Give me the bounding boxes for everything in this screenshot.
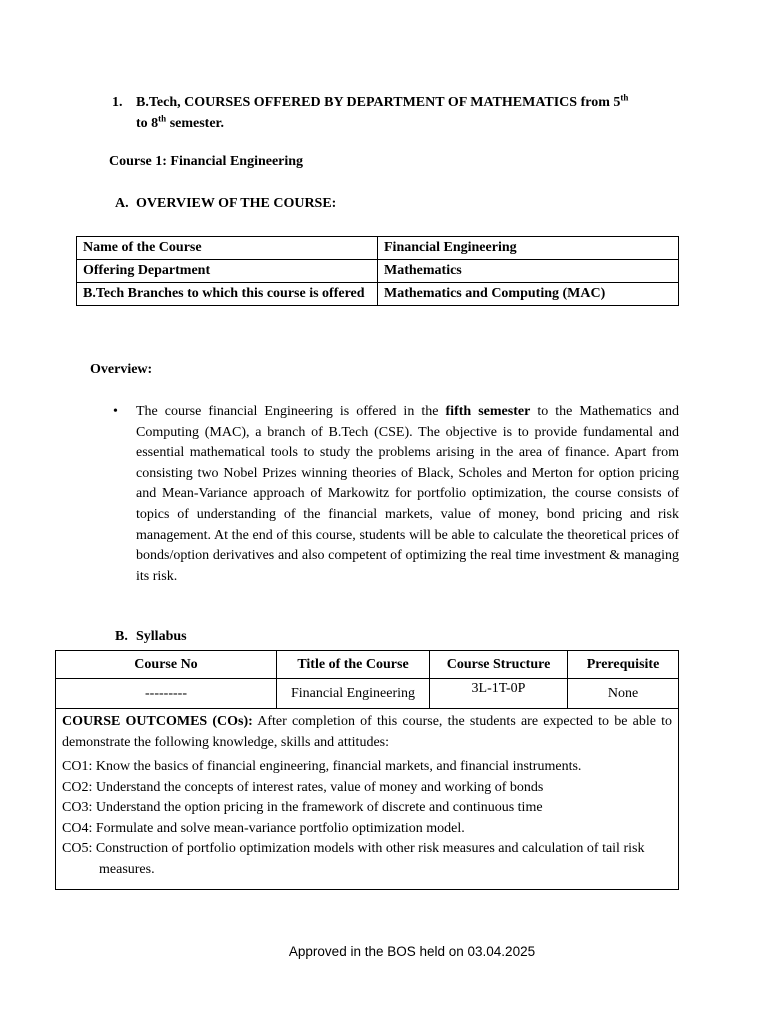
- heading-text: B.Tech, COURSES OFFERED BY DEPARTMENT OF MATHEMATICS from 5th to 8th semester.: [136, 92, 629, 131]
- outcomes-label: COURSE OUTCOMES (COs):: [62, 714, 253, 729]
- course-title: Course 1: Financial Engineering: [109, 154, 304, 169]
- table-row: [77, 237, 679, 260]
- table-cell-value: Financial Engineering: [378, 237, 679, 260]
- syllabus-table: [55, 650, 679, 890]
- section-a-label: A.: [115, 196, 129, 211]
- course-overview-table: [76, 236, 679, 306]
- table-cell-field: B.Tech Branches to which this course is offered: [77, 283, 378, 306]
- outcomes-intro: COURSE OUTCOMES (COs): After completion of this course, the students are expected to be able to demonstrate the following knowledge, skills and attitudes:: [62, 714, 672, 750]
- section-b-title: Syllabus: [136, 629, 187, 644]
- section-a-title: OVERVIEW OF THE COURSE:: [136, 196, 337, 211]
- course-outcomes-cell: [56, 709, 679, 890]
- table-row: [56, 679, 679, 709]
- overview-emphasis: fifth semester: [445, 404, 531, 419]
- section-b-label: B.: [115, 629, 128, 644]
- outcome-item: CO1: Know the basics of financial engineering, financial markets, and financial instruments.: [62, 759, 582, 774]
- outcome-item: CO5: Construction of portfolio optimization models with other risk measures and calculation of tail risk measures.: [62, 841, 645, 877]
- approval-footer: Approved in the BOS held on 03.04.2025: [288, 944, 536, 959]
- section-b-heading: [115, 629, 187, 645]
- table-cell: 3L-1T-0P: [430, 679, 568, 709]
- heading-number: 1.: [112, 95, 123, 110]
- table-cell: None: [568, 679, 679, 709]
- section-a-heading: [115, 196, 336, 212]
- column-header: Title of the Course: [277, 651, 430, 679]
- table-row: [77, 260, 679, 283]
- overview-label: Overview:: [90, 362, 153, 377]
- outcome-item: CO3: Understand the option pricing in the framework of discrete and continuous time: [62, 800, 543, 815]
- table-cell: Financial Engineering: [277, 679, 430, 709]
- table-cell-field: Name of the Course: [77, 237, 378, 260]
- outcome-item: CO2: Understand the concepts of interest rates, value of money and working of bonds: [62, 779, 544, 795]
- table-cell: ---------: [56, 679, 277, 709]
- table-row: [77, 283, 679, 306]
- table-cell-value: Mathematics and Computing (MAC): [378, 283, 679, 306]
- column-header: Prerequisite: [568, 651, 679, 679]
- column-header: Course No: [56, 651, 277, 679]
- overview-paragraph: The course financial Engineering is offered in the fifth semester to the Mathematics and Computing (MAC), a branch of B.Tech (CSE). The objective is to provide fundamental and essential mathematical tools to study the problems arising in the area of finance. Apart from consisting two Nobel Prizes winning theories of Black, Scholes and Merton for option pricing and Mean-Variance approach of Markowitz for portfolio optimization, the course consists of topics of understanding of the financial markets, value of money, bond pricing and risk management. At the end of this course, students will be able to calculate the theoretical prices of bonds/option derivatives and also competent of optimizing the real time investment & managing its risk.: [136, 404, 679, 584]
- table-header-row: [56, 651, 679, 679]
- table-row: [56, 709, 679, 890]
- table-cell-value: Mathematics: [378, 260, 679, 283]
- outcome-item: CO4: Formulate and solve mean-variance portfolio optimization model.: [62, 820, 465, 836]
- bullet-icon: •: [113, 404, 118, 419]
- table-cell-field: Offering Department: [77, 260, 378, 283]
- column-header: Course Structure: [430, 651, 568, 679]
